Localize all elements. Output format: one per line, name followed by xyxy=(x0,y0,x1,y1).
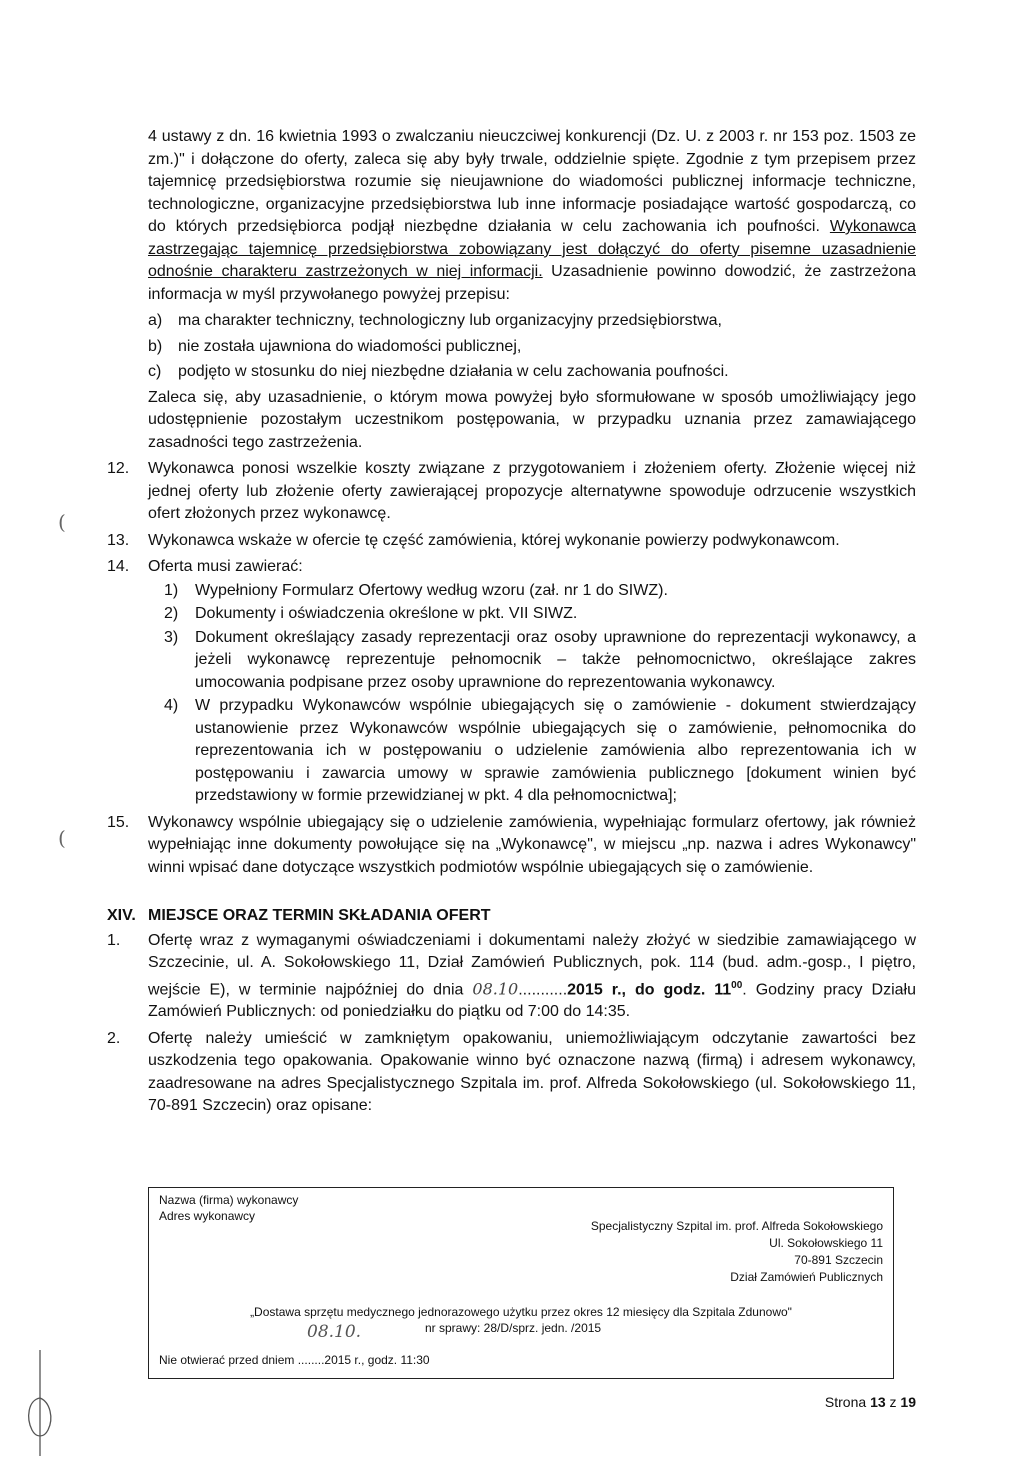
handwritten-date: 08.10 xyxy=(472,978,519,998)
sub-text: Wypełniony Formularz Ofertowy według wzoru (zał. nr 1 do SIWZ). xyxy=(195,581,668,599)
document-body xyxy=(107,126,916,1118)
page-number: 13 xyxy=(870,1394,886,1410)
item-text: Wykonawcy wspólnie ubiegający się o udzielenie zamówienia, wypełniając formularz ofertowy, jak również wypełniając inne dokumenty powołujące się na „Wykonawcę", w miejscu „np. nazwa i adres Wykonawcy" winni wpisać dane dotyczące wszystkich podmiotów wspólnie ubiegających się o zamówienie. xyxy=(148,813,916,876)
sub-number: 1) xyxy=(164,581,179,599)
condition-text: nie została ujawniona do wiadomości publicznej, xyxy=(178,337,522,355)
sub-number: 2) xyxy=(164,605,179,622)
recipient-line: 70-891 Szczecin xyxy=(794,1253,883,1267)
section-item-2 xyxy=(107,1028,916,1118)
item-text: Wykonawca ponosi wszelkie koszty związane z przygotowaniem i złożeniem oferty. Złożenie więcej niż jednej oferty lub złożenie oferty zawierającej propozycje alternatywne spowoduje odrzucenie wszystkich ofert złożonych przez wykonawcę. xyxy=(148,460,916,522)
recommendation-paragraph: Zaleca się, aby uzasadnienie, o którym mowa powyżej było sformułowane w sposób umożliwiający jego udostępnienie pozostałym uczestnikom postępowania, w przypadku uznania przez zamawiającego zasadności tego zastrzeżenia. xyxy=(148,388,916,451)
page-prefix: Strona xyxy=(824,1394,867,1410)
sub-text: W przypadku Wykonawców wspólnie ubiegających się o zamówienie - dokument stwierdzający ustanowienie przez Wykonawców wspólnie ubiegających się o zamówienie, pełnomocnika do reprezentowania ich w postępowaniu o udzielenie zamówienia albo reprezentowania ich w postępowaniu i zawarcia umowy w sprawie zamówienia publicznego [dokument winien być przedstawiony w formie przewidzianej w pkt. 4 dla pełnomocnictwa]; xyxy=(195,697,916,804)
confidentiality-paragraph xyxy=(148,126,916,306)
page-footer xyxy=(825,1394,916,1410)
offer-content-1 xyxy=(148,580,916,603)
sub-number: 3) xyxy=(164,628,179,646)
condition-text: ma charakter techniczny, technologiczny lub organizacyjny przedsiębiorstwa, xyxy=(178,312,722,329)
submission-text: Ofertę wraz z wymaganymi oświadczeniami i dokumentami należy złożyć w siedzibie zamawiającego w Szczecinie, ul. A. Sokołowskiego 11, Dział Zamówień Publicznych, pok. 114 (bud. adm.-gosp., I piętro, wejście E), w terminie najpóźniej do dnia xyxy=(148,931,916,998)
margin-bracket-mark: ( xyxy=(58,826,66,850)
deadline-bold: 2015 r., do godz. 11 xyxy=(567,980,732,998)
deadline-dots: ........... xyxy=(518,980,568,998)
section-number: XIV. xyxy=(107,907,136,924)
do-not-open-notice: Nie otwierać przed dniem ........2015 r., godz. 11:30 xyxy=(159,1353,430,1367)
item-number: 12. xyxy=(107,460,130,477)
sub-text: Dokumenty i oświadczenia określone w pkt. VII SIWZ. xyxy=(195,605,578,622)
item-text: Oferta musi zawierać: xyxy=(148,558,303,575)
item-number: 13. xyxy=(107,531,130,549)
item-number: 14. xyxy=(107,558,130,575)
office-hours-text: . Godziny pracy Działu Zamówień Publicznych: od poniedziałku do piątku od 7:00 do 14:35. xyxy=(148,980,916,1021)
recipient-line: Ul. Sokołowskiego 11 xyxy=(769,1236,883,1250)
page-total: 19 xyxy=(900,1394,916,1410)
condition-label: c) xyxy=(148,363,162,380)
recipient-address xyxy=(591,1218,883,1286)
section-heading xyxy=(107,905,916,928)
contractor-name-label: Nazwa (firma) wykonawcy xyxy=(159,1193,299,1207)
list-item-13 xyxy=(107,530,916,553)
margin-bracket-mark: ( xyxy=(58,510,66,534)
confidentiality-underlined: Wykonawca zastrzegając tajemnicę przedsiębiorstwa zobowiązany jest dołączyć do oferty pisemne uzasadnienie odnośnie charakteru zastrzeżonych w niej informacji. xyxy=(148,218,916,280)
offer-content-4 xyxy=(148,695,916,808)
confidentiality-text: 4 ustawy z dn. 16 kwietnia 1993 o zwalczaniu nieuczciwej konkurencji (Dz. U. z 2003 r. nr 153 poz. 1503 ze zm.)" i dołączone do oferty, zaleca się aby były trwale, oddzielnie spięte. Zgodnie z tym przepisem przez tajemnicę przedsiębiorstwa rozumie się nieujawnione do wiadomości publicznej informacje techniczne, technologiczne, organizacyjne przedsiębiorstwa lub inne informacje posiadające wartość gospodarczą, co do których przedsiębiorca podjął niezbędne działania w celu zachowania ich poufności. xyxy=(148,128,916,235)
condition-a xyxy=(148,310,916,333)
condition-label: a) xyxy=(148,312,163,329)
list-item-15 xyxy=(107,812,916,880)
condition-label: b) xyxy=(148,337,163,355)
condition-c xyxy=(148,361,916,384)
initials-signature-icon xyxy=(20,1348,60,1458)
list-item-12 xyxy=(107,458,916,526)
contractor-address-label: Adres wykonawcy xyxy=(159,1209,256,1223)
page-of: z xyxy=(889,1394,897,1410)
item-body xyxy=(148,556,916,808)
list-item-14 xyxy=(107,556,916,808)
item-number: 1. xyxy=(107,931,121,949)
recipient-line: Specjalistyczny Szpital im. prof. Alfreda Sokołowskiego xyxy=(590,1219,883,1233)
offer-content-2 xyxy=(148,603,916,626)
handwritten-date-box: 08.10. xyxy=(307,1322,362,1342)
section-title: MIEJSCE ORAZ TERMIN SKŁADANIA OFERT xyxy=(148,907,491,924)
sub-text: Dokument określający zasady reprezentacji oraz osoby uprawnione do reprezentacji wykonawcy, a jeżeli wykonawcę reprezentuje pełnomocnik – także pełnomocnictwo, określające zakres umocowania podpisane przez osoby uprawnione do reprezentowania wykonawcy. xyxy=(195,628,916,691)
item-number: 15. xyxy=(107,813,130,831)
deadline-superscript: 00 xyxy=(731,979,743,991)
item-text: Ofertę należy umieścić w zamkniętym opakowaniu, uniemożliwiającym odczytanie zawartości bez uszkodzenia tego opakowania. Opakowanie winno być oznaczone nazwą (firmą) i adresem wykonawcy, zaadresowane na adres Specjalistycznego Szpitala im. prof. Alfreda Sokołowskiego (ul. Sokołowskiego 11, 70-891 Szczecin) oraz opisane: xyxy=(148,1029,916,1115)
sub-number: 4) xyxy=(164,697,179,714)
recipient-line: Dział Zamówień Publicznych xyxy=(730,1270,883,1284)
offer-content-3 xyxy=(148,627,916,695)
tender-description: „Dostawa sprzętu medycznego jednorazowego użytku przez okres 12 miesięcy dla Szpitala Zdunowo" xyxy=(250,1305,792,1319)
case-number: nr sprawy: 28/D/sprz. jedn. /2015 xyxy=(425,1321,602,1335)
item-number: 2. xyxy=(107,1029,121,1047)
item-text: Wykonawca wskaże w ofercie tę część zamówienia, której wykonanie powierzy podwykonawcom. xyxy=(148,531,840,549)
item-text xyxy=(148,930,916,1024)
confidentiality-tail: Uzasadnienie powinno dowodzić, że zastrzeżona informacja w myśl przywołanego powyżej przepisu: xyxy=(148,263,916,303)
condition-b xyxy=(148,336,916,359)
condition-text: podjęto w stosunku do niej niezbędne działania w celu zachowania poufności. xyxy=(178,363,729,380)
envelope-label-box xyxy=(148,1187,894,1379)
section-item-1 xyxy=(107,930,916,1024)
